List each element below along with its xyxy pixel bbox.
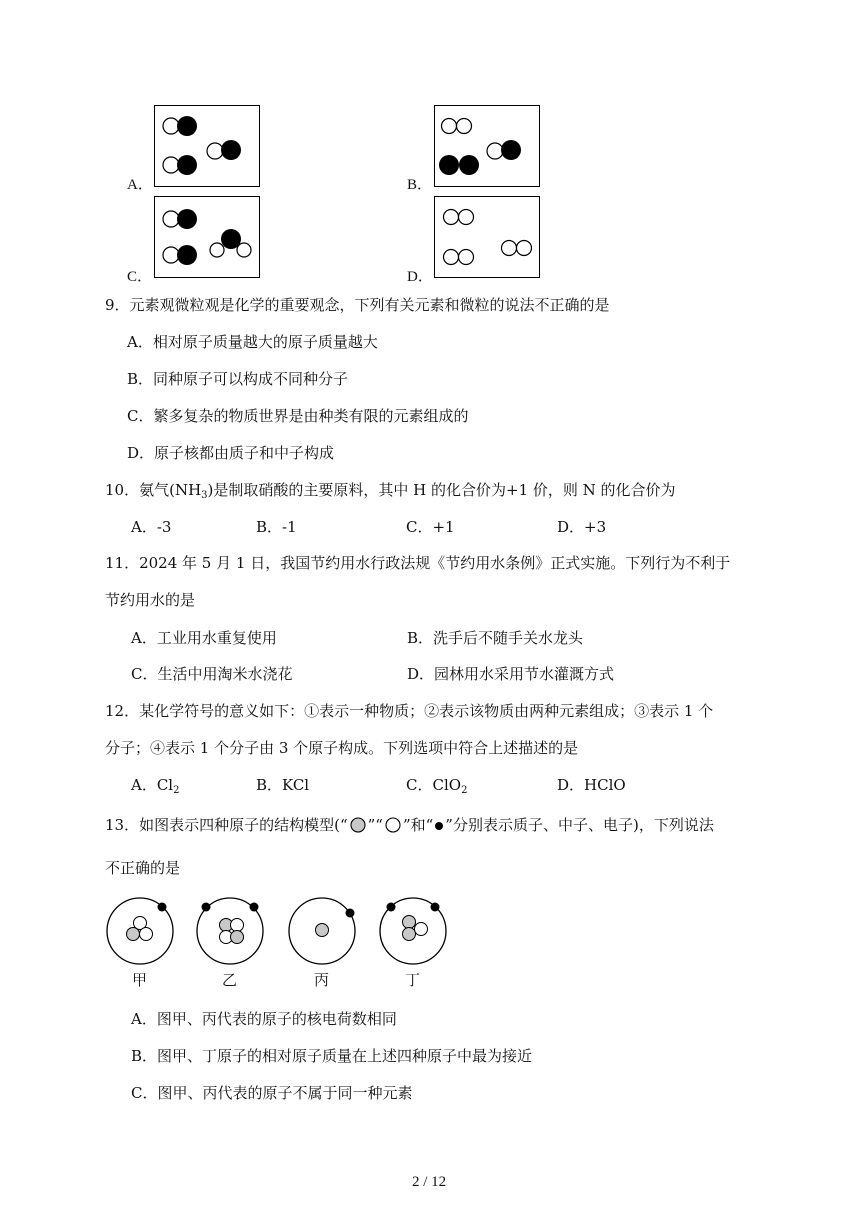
q12-option-b: B．KCl	[256, 776, 310, 794]
q9-option-a: A．相对原子质量越大的原子质量越大	[127, 333, 378, 351]
q12-stem-line2: 分子；④表示 1 个分子由 3 个原子构成。下列选项中符合上述描述的是	[105, 739, 579, 757]
q12-option-c: C．ClO$_2$	[406, 776, 468, 796]
q9-option-b: B．同种原子可以构成不同种分子	[127, 370, 349, 388]
q11-option-b: B．洗手后不随手关水龙头	[407, 629, 584, 647]
q11-option-d: D．园林用水采用节水灌溉方式	[407, 665, 615, 683]
q8-option-d-diagram	[434, 196, 540, 278]
q8-option-b-diagram	[434, 105, 540, 187]
q9-option-c: C．繁多复杂的物质世界是由种类有限的元素组成的	[127, 407, 469, 425]
atom-ding-model	[380, 898, 446, 964]
atom-label-ding: 丁	[405, 971, 421, 989]
q9-stem: 9．元素观微粒观是化学的重要观念，下列有关元素和微粒的说法不正确的是	[105, 296, 610, 314]
q10-option-b: B．-1	[256, 518, 297, 536]
q11-stem-line2: 节约用水的是	[105, 591, 196, 609]
atom-models-figure	[100, 895, 480, 967]
q8-option-c-diagram	[154, 196, 260, 278]
q13-option-b: B．图甲、丁原子的相对原子质量在上述四种原子中最为接近	[131, 1047, 533, 1065]
q10-option-c: C．+1	[406, 518, 455, 536]
q11-option-a: A．工业用水重复使用	[131, 629, 277, 647]
atom-label-jia: 甲	[132, 971, 148, 989]
page-number: 2 / 12	[412, 1174, 447, 1190]
q8-option-c-label: C．	[127, 269, 153, 285]
electron-icon	[433, 817, 445, 833]
q13-option-a: A．图甲、丙代表的原子的核电荷数相同	[131, 1010, 397, 1028]
q8-option-d-label: D．	[407, 269, 433, 285]
q9-option-d: D．原子核都由质子和中子构成	[127, 444, 335, 462]
q13-stem-line2: 不正确的是	[105, 859, 181, 877]
atom-label-bing: 丙	[314, 971, 330, 989]
neutron-icon	[383, 817, 403, 833]
q8-option-a-diagram	[154, 105, 260, 187]
q11-option-c: C．生活中用淘米水浇花	[131, 665, 293, 683]
q11-stem-line1: 11．2024 年 5 月 1 日，我国节约用水行政法规《节约用水条例》正式实施。下列行为不利于	[105, 554, 731, 572]
q10-stem: 10．氨气$(NH_3)$是制取硝酸的主要原料，其中 H 的化合价为+1 价，则 N 的化合价为	[105, 481, 676, 501]
atom-label-yi: 乙	[222, 971, 238, 989]
q10-option-a: A．-3	[131, 518, 172, 536]
q10-option-d: D．+3	[557, 518, 607, 536]
proton-icon	[348, 817, 368, 833]
atom-jia-model	[107, 898, 173, 964]
q8-option-a-label: A．	[127, 177, 153, 193]
q12-stem-line1: 12．某化学符号的意义如下：①表示一种物质；②表示该物质由两种元素组成；③表示 1 个	[105, 702, 714, 720]
atom-yi-model	[197, 898, 263, 964]
atom-bing-model	[289, 898, 355, 964]
q13-option-c: C．图甲、丙代表的原子不属于同一种元素	[131, 1084, 413, 1102]
q12-option-a: A．$Cl_2$	[131, 776, 180, 796]
q12-option-d: D．HClO	[557, 776, 626, 794]
q8-option-b-label: B．	[407, 177, 433, 193]
q13-stem-line1: 13．如图表示四种原子的结构模型(“ ”“ ”和“ ”分别表示质子、中子、电子)，下列说法	[105, 816, 714, 834]
